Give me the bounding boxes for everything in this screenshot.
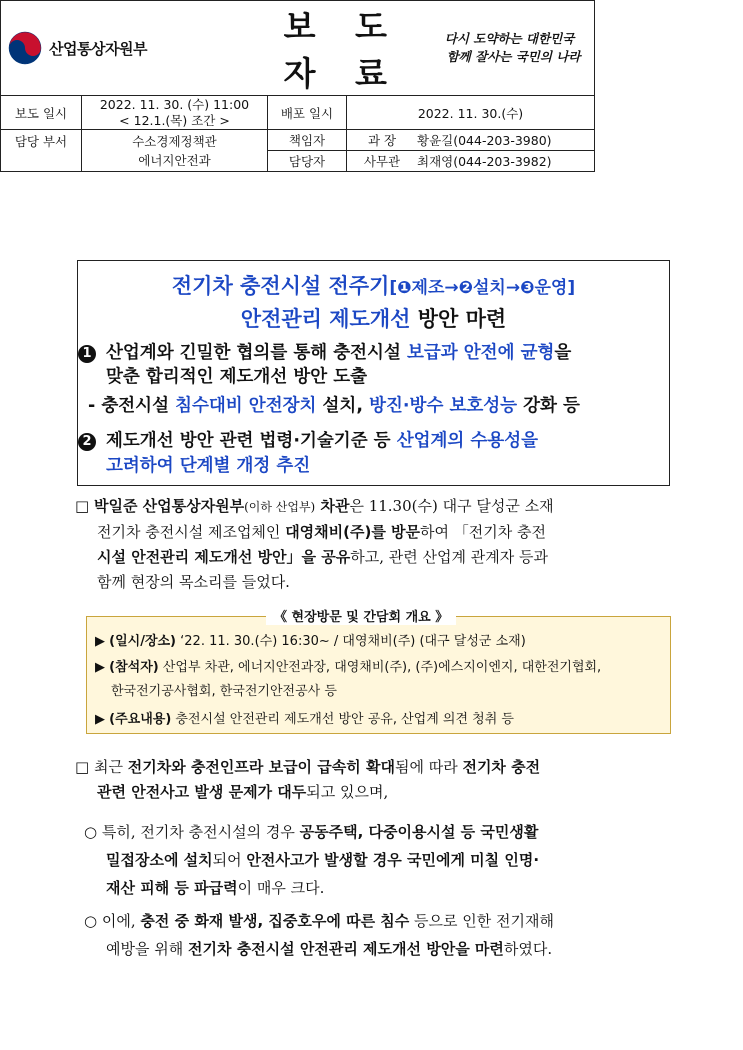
s1-l2-c: 안전사고가 발생할 경우 국민에게 미칠 인명· [246, 851, 540, 869]
headline-bullet-2-line2: 고려하여 단계별 개정 추진 [106, 456, 311, 476]
b1-sub-c: 설치, [316, 396, 370, 416]
dept-value-1: 수소경제정책관 [132, 133, 217, 149]
overview-box [86, 616, 671, 734]
s2-l1-a: 이에, [101, 912, 141, 930]
s2-l1-c: 등으로 인한 전기재해 [409, 912, 554, 930]
s2-line2 [84, 935, 676, 963]
p1-square-mark: □ [75, 497, 90, 515]
b1-line1-b: 보급과 안전에 균형 [406, 343, 555, 363]
p2-l1-d: 전기차 충전 [462, 758, 541, 776]
b2-line1-a: 제도개선 방안 관련 법령·기술기준 등 [106, 431, 397, 451]
headline-line2 [78, 303, 669, 333]
s2-circle-mark: ○ [84, 912, 98, 930]
s1-l1-b: 공동주택, 다중이용시설 등 국민생활 [299, 823, 539, 841]
headline-line1-stages: [❶제조→❷설치→❸운영] [389, 278, 576, 298]
p2-l1-b: 전기차와 충전인프라 보급이 급속히 확대 [127, 758, 395, 776]
s1-line2 [84, 846, 676, 874]
p2-l2-b: 되고 있으며, [306, 783, 389, 801]
s2-l2-b: 전기차 충전시설 안전관리 제도개선 방안을 마련 [188, 940, 504, 958]
overview-item-3-label: (주요내용) [109, 712, 172, 727]
ministry-name: 산업통상자원부 [49, 39, 147, 58]
release-date-value-1: 2022. 11. 30. (수) 11:00 [99, 96, 250, 112]
overview-title: 《 현장방문 및 간담회 개요 》 [266, 606, 456, 625]
p1-l2-c: 하여 「전기차 충전 [420, 523, 547, 541]
overview-bullet-icon: ▶ [95, 660, 105, 675]
headline-line1 [78, 270, 669, 300]
contact-label: 담당자 [268, 151, 347, 172]
s1-l2-a: 밀접장소에 설치 [106, 851, 213, 869]
s2-line1 [84, 907, 676, 935]
headline-bullet-1-sub [88, 394, 580, 419]
b1-sub-b: 침수대비 안전장치 [175, 396, 317, 416]
overview-item-1-text: ‘22. 11. 30.(수) 16:30~ / 대영채비(주) (대구 달성군 소재) [176, 634, 526, 649]
b1-line1-c: 을 [554, 343, 572, 363]
s1-l3-b: 이 매우 크다. [237, 879, 325, 897]
p1-l1-c: 차관 [315, 497, 350, 515]
overview-item-1 [95, 632, 526, 652]
overview-item-3 [95, 710, 514, 730]
p1-l1-b: (이하 산업부) [244, 500, 316, 514]
paragraph-2 [75, 755, 675, 805]
bullet-number-1: 1 [78, 345, 96, 363]
headline-line2-tail: 방안 마련 [417, 307, 507, 331]
s1-l2-b: 되어 [212, 851, 247, 869]
s2-l1-b: 충전 중 화재 발생, 집중호우에 따른 침수 [140, 912, 410, 930]
b1-sub-a: - 충전시설 [88, 396, 176, 416]
s2-l2-a: 예방을 위해 [106, 940, 188, 958]
p2-line1 [75, 755, 675, 780]
p2-square-mark: □ [75, 758, 90, 776]
overview-bullet-icon: ▶ [95, 634, 105, 649]
responsible-title: 과 장 [347, 130, 418, 151]
headline-line1-main: 전기차 충전시설 전주기 [171, 274, 390, 298]
overview-item-2-label: (참석자) [109, 660, 159, 675]
p1-l1-d: 은 11.30(수) 대구 달성군 소재 [349, 497, 554, 515]
doc-type-cell [268, 1, 418, 96]
b1-sub-e: 강화 등 [517, 396, 580, 416]
headline-bullet-1 [78, 341, 571, 366]
responsible-label: 책임자 [268, 130, 347, 151]
s2-l2-c: 하였다. [503, 940, 553, 958]
release-date-value [82, 96, 268, 130]
dept-value [82, 130, 268, 172]
p2-l1-a: 최근 [93, 758, 128, 776]
b1-line1-a: 산업계와 긴밀한 협의를 통해 충전시설 [106, 343, 407, 363]
s1-l1-a: 특히, 전기차 충전시설의 경우 [101, 823, 300, 841]
dept-value-2: 에너지안전과 [138, 152, 211, 168]
p1-l3-a: 시설 안전관리 제도개선 방안」을 공유 [97, 548, 351, 566]
b1-sub-d: 방진·방수 보호성능 [369, 396, 518, 416]
slogan-line1: 다시 도약하는 대한민국 [444, 31, 575, 46]
paragraph-1 [75, 494, 675, 595]
p2-line2 [75, 780, 675, 805]
p1-line3 [75, 545, 675, 570]
slogan-line2: 함께 잘사는 국민의 나라 [446, 49, 581, 64]
p1-l1-a: 박일준 산업통상자원부 [93, 497, 245, 515]
headline-bullet-1-line2: 맞춘 합리적인 제도개선 방안 도출 [106, 367, 368, 387]
dept-label: 담당 부서 [1, 130, 82, 172]
p1-line2 [75, 520, 675, 545]
b2-line1-b: 산업계의 수용성을 [396, 431, 539, 451]
contact-title: 사무관 [347, 151, 418, 172]
distribution-label: 배포 일시 [268, 96, 347, 130]
slogan-cell [417, 1, 595, 96]
s1-line3 [84, 874, 676, 902]
overview-item-2 [95, 658, 601, 678]
contact-name: 최재영(044-203-3982) [417, 151, 595, 172]
headline-bullet-2 [78, 429, 538, 454]
ministry-cell [1, 1, 268, 96]
overview-item-1-label: (일시/장소) [109, 634, 177, 649]
p1-line1 [75, 494, 675, 520]
distribution-value: 2022. 11. 30.(수) [347, 96, 595, 130]
s1-l3-a: 재산 피해 등 파급력 [106, 879, 238, 897]
header-table [0, 0, 595, 172]
release-date-label: 보도 일시 [1, 96, 82, 130]
p1-l2-b: 대영채비(주)를 방문 [285, 523, 421, 541]
bullet-number-2: 2 [78, 433, 96, 451]
s1-circle-mark: ○ [84, 823, 98, 841]
headline-box [77, 260, 670, 486]
overview-item-3-text: 충전시설 안전관리 제도개선 방안 공유, 산업계 의견 청취 등 [171, 712, 514, 727]
p1-l2-a: 전기차 충전시설 제조업체인 [97, 523, 286, 541]
release-date-value-2: < 12.1.(목) 조간 > [119, 112, 230, 128]
p2-l2-a: 관련 안전사고 발생 문제가 대두 [97, 783, 307, 801]
ministry-logo-icon [7, 30, 43, 66]
overview-bullet-icon: ▶ [95, 712, 105, 727]
sub-bullet-1 [84, 818, 676, 902]
s1-line1 [84, 818, 676, 846]
doc-type-title: 보 도 자 료 [283, 7, 401, 93]
sub-bullet-2 [84, 907, 676, 963]
headline-line2-main: 안전관리 제도개선 [240, 307, 411, 331]
responsible-name: 황윤길(044-203-3980) [417, 130, 595, 151]
overview-item-2-text: 산업부 차관, 에너지안전과장, 대영채비(주), (주)에스지이엔지, 대한전기협회, [158, 660, 602, 675]
p2-l1-c: 됨에 따라 [394, 758, 463, 776]
overview-item-2-line2: 한국전기공사협회, 한국전기안전공사 등 [111, 684, 337, 699]
p1-l3-b: 하고, 관련 산업계 관계자 등과 [350, 548, 548, 566]
p1-line4: 함께 현장의 목소리를 들었다. [97, 573, 290, 591]
